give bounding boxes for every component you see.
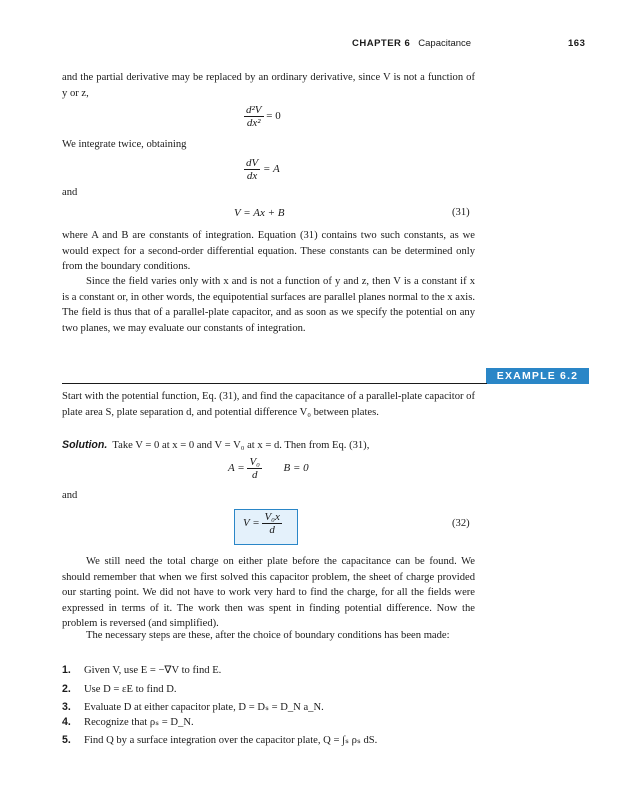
equation-second-derivative: [244, 104, 281, 129]
step-1-text: Given V, use E = −∇V to find E.: [84, 665, 222, 676]
equation-32: [243, 511, 282, 536]
eq1-rhs: = 0: [266, 110, 281, 123]
and-text-2: and: [62, 490, 78, 501]
equation-constants: [228, 456, 309, 481]
step-3-text: Evaluate D at either capacitor plate, D = Dₛ = D_N a_N.: [84, 702, 324, 713]
eq1-denominator: dx²: [244, 116, 264, 129]
step-3: [62, 700, 324, 715]
and-text-1: and: [62, 187, 78, 198]
step-3-number: 3.: [62, 701, 71, 713]
eq5-lhs: V =: [243, 517, 260, 530]
eq2-numerator: dV: [246, 157, 259, 169]
paragraph-3: where A and B are constants of integration. Equation (31) contains two such constants, as we would expect for a second-order differential equation. These constants can be determined only from the boundary conditions.: [62, 230, 475, 272]
paragraph-6: The necessary steps are these, after the choice of boundary conditions has been made:: [86, 630, 450, 641]
paragraph-2: We integrate twice, obtaining: [62, 139, 187, 150]
step-5-number: 5.: [62, 734, 71, 746]
step-4-number: 4.: [62, 716, 71, 728]
step-5-text: Find Q by a surface integration over the capacitor plate, Q = ∫ₛ ρₛ dS.: [84, 735, 378, 746]
step-4-text: Recognize that ρₛ = D_N.: [84, 717, 194, 728]
example-problem: Start with the potential function, Eq. (31), and find the capacitance of a parallel-plate capacitor of plate area S, plate separation d, and potential difference V₀ between plates.: [62, 391, 475, 418]
chapter-topic: Capacitance: [418, 38, 472, 49]
step-5: [62, 733, 377, 748]
step-2-text: Use D = εE to find D.: [84, 684, 177, 695]
step-1: [62, 663, 221, 678]
page-number: 163: [568, 38, 586, 49]
example-banner: EXAMPLE 6.2: [486, 368, 589, 384]
eq5-denominator: d: [262, 523, 281, 536]
paragraph-1: and the partial derivative may be replaced by an ordinary derivative, since V is not a function of y or z,: [62, 72, 475, 99]
example-rule: [62, 383, 487, 384]
equation-first-derivative: [244, 157, 280, 182]
eq5-numerator: V₀x: [264, 511, 280, 523]
eq2-rhs: = A: [262, 163, 280, 176]
eq4-numerator: V₀: [249, 456, 260, 468]
eq4-lhs: A =: [228, 462, 245, 475]
equation-32-label: (32): [452, 518, 470, 529]
eq2-denominator: dx: [244, 169, 260, 182]
step-2-number: 2.: [62, 683, 71, 695]
eq1-numerator: d²V: [246, 104, 262, 116]
solution-line: [62, 438, 475, 454]
equation-31: V = Ax + B: [234, 207, 285, 219]
equation-31-label: (31): [452, 207, 470, 218]
eq4-rhs: B = 0: [283, 462, 309, 475]
step-2: [62, 682, 177, 697]
paragraph-5: We still need the total charge on either plate before the capacitance can be found. We should remember that when we first solved this capacitor problem, the sheet of charge provided our starting point. We did not have to work very hard to find the charge, for all the fields were expressed in terms of it. The work then was spent in finding potential difference. Now the problem is reversed (and simplified).: [62, 556, 475, 629]
running-header: [352, 38, 471, 49]
eq4-denominator: d: [247, 468, 262, 481]
chapter-label: CHAPTER 6: [352, 38, 411, 49]
solution-text: Take V = 0 at x = 0 and V = V₀ at x = d. Then from Eq. (31),: [112, 440, 370, 451]
step-4: [62, 715, 194, 730]
paragraph-4: Since the field varies only with x and is not a function of y and z, then V is a constant if x is a constant or, in other words, the equipotential surfaces are parallel planes normal to the x axis. The field is thus that of a parallel-plate capacitor, and as soon as we specify the potential on any two planes, we may evaluate our constants of integration.: [62, 276, 475, 334]
step-1-number: 1.: [62, 664, 71, 676]
solution-label: Solution.: [62, 439, 108, 451]
